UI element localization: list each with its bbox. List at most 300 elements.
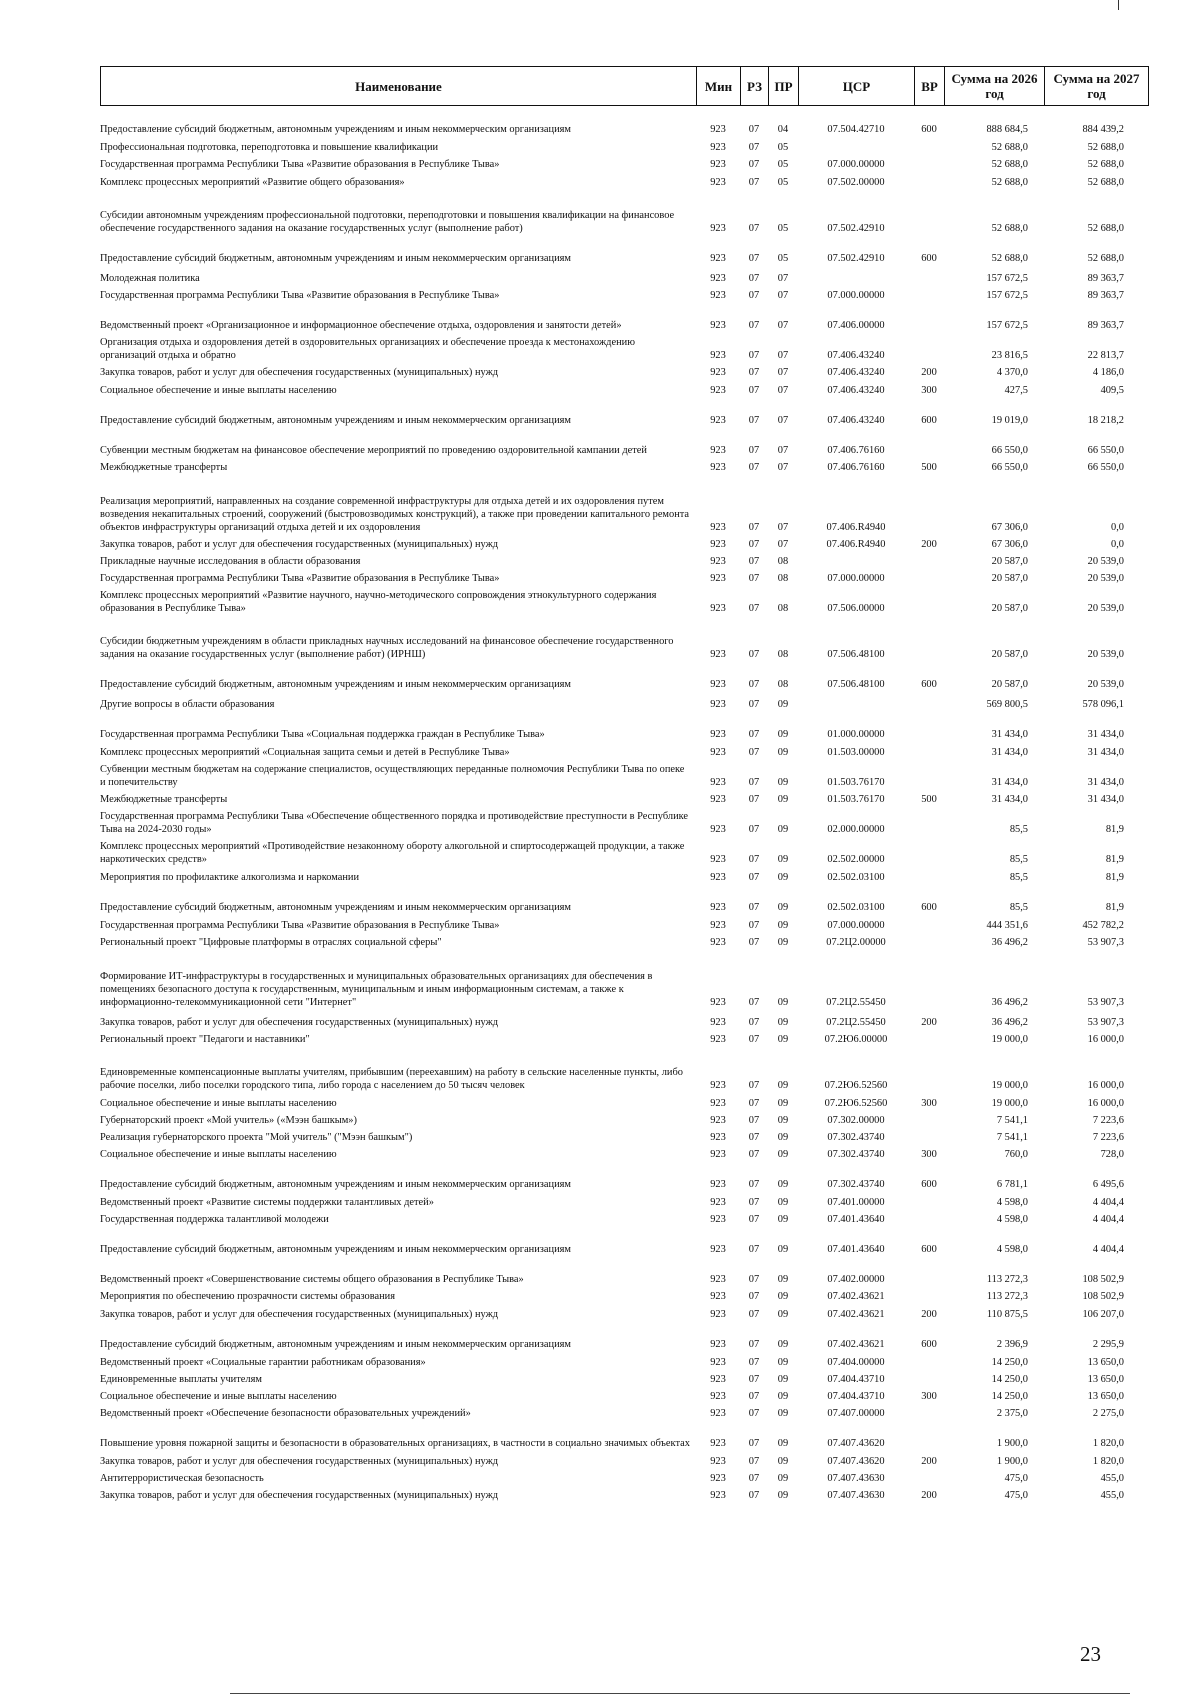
row-pr: 09 [777,1374,789,1385]
row-rz: 07 [748,1132,760,1143]
row-rz: 07 [748,573,760,584]
row-min: 923 [710,1438,726,1449]
row-name: Губернаторский проект «Мой учитель» («Мээн башкым») [100,1115,357,1126]
row-sum-2026: 110 875,5 [986,1309,1028,1320]
row-sum-2026: 4 598,0 [996,1197,1028,1208]
page-number: 23 [1080,1642,1101,1666]
edge-mark [1118,0,1119,10]
table-row [100,949,1148,1009]
row-sum-2026: 31 434,0 [991,729,1028,740]
row-csr: 07.401.43640 [827,1244,885,1255]
row-name: Комплекс процессных мероприятий «Развитие общего образования» [100,177,405,188]
row-sum-2027: 578 096,1 [1082,699,1124,710]
row-min: 923 [710,445,726,456]
row-pr: 09 [777,902,789,913]
row-csr: 07.2Ю6.52560 [824,1098,888,1109]
table-row [100,474,1148,534]
row-name: Социальное обеспечение и иные выплаты населению [100,1149,337,1160]
header-vr: ВР [915,67,945,106]
row-pr: 09 [777,1080,789,1091]
row-vr: 600 [921,902,937,913]
row-min: 923 [710,603,726,614]
row-sum-2026: 4 598,0 [996,1214,1028,1225]
row-sum-2027: 31 434,0 [1087,777,1124,788]
row-pr: 09 [777,1214,789,1225]
row-min: 923 [710,1149,726,1160]
row-sum-2027: 0,0 [1111,522,1124,533]
row-rz: 07 [748,385,760,396]
table-row [100,171,1148,189]
row-min: 923 [710,1244,726,1255]
row-pr: 05 [777,223,789,234]
row-rz: 07 [748,937,760,948]
row-vr: 600 [921,1179,937,1190]
row-min: 923 [710,320,726,331]
table-header [100,66,1149,106]
row-sum-2026: 85,5 [1009,902,1028,913]
row-name: Государственная программа Республики Тыва «Развитие образования в Республике Тыва» [100,290,500,301]
row-csr: 07.407.43620 [827,1438,885,1449]
row-sum-2026: 14 250,0 [991,1391,1028,1402]
row-name: Закупка товаров, работ и услуг для обеспечения государственных (муниципальных) нужд [100,1309,499,1320]
table-row [100,551,1148,568]
row-pr: 09 [777,729,789,740]
row-sum-2026: 444 351,6 [986,920,1028,931]
row-sum-2026: 6 781,1 [996,1179,1028,1190]
row-name: Предоставление субсидий бюджетным, автономным учреждениям и иным некоммерческим организациям [100,253,571,264]
row-name: Социальное обеспечение и иные выплаты населению [100,385,337,396]
table-row [100,1144,1148,1161]
row-csr: 07.404.43710 [827,1391,885,1402]
row-name: Профессиональная подготовка, переподготовка и повышение квалификации [100,142,439,153]
row-pr: 09 [777,854,789,865]
row-sum-2027: 81,9 [1105,854,1124,865]
row-min: 923 [710,350,726,361]
row-csr: 07.407.00000 [827,1408,885,1419]
row-csr: 07.2Ю6.52560 [824,1080,888,1091]
row-csr: 07.000.00000 [827,290,885,301]
row-min: 923 [710,556,726,567]
header-sum-2026: Сумма на 2026 год [945,67,1045,106]
table-row [100,932,1148,949]
row-min: 923 [710,290,726,301]
row-sum-2027: 455,0 [1100,1490,1124,1501]
row-sum-2027: 89 363,7 [1087,290,1124,301]
row-min: 923 [710,253,726,264]
row-csr: 07.406.76160 [827,445,885,456]
row-sum-2027: 53 907,3 [1087,937,1124,948]
row-rz: 07 [748,679,760,690]
row-csr: 01.000.00000 [827,729,885,740]
row-sum-2026: 19 019,0 [991,415,1028,426]
table-row [100,1226,1148,1256]
row-vr: 200 [921,539,937,550]
row-pr: 07 [777,367,789,378]
row-vr: 600 [921,1339,937,1350]
row-pr: 08 [777,556,789,567]
table-row [100,661,1148,691]
row-sum-2027: 52 688,0 [1087,253,1124,264]
row-csr: 07.302.43740 [827,1179,885,1190]
row-vr: 500 [921,794,937,805]
row-sum-2027: 2 275,0 [1092,1408,1124,1419]
row-csr: 01.503.76170 [827,794,885,805]
row-vr: 600 [921,679,937,690]
row-sum-2027: 4 404,4 [1092,1244,1124,1255]
row-sum-2027: 66 550,0 [1087,462,1124,473]
row-vr: 500 [921,462,937,473]
row-min: 923 [710,679,726,690]
table-row [100,427,1148,457]
row-pr: 09 [777,1357,789,1368]
table-row [100,1420,1148,1450]
row-rz: 07 [748,1098,760,1109]
row-name: Ведомственный проект «Обеспечение безопасности образовательных учреждений» [100,1408,471,1419]
row-sum-2026: 7 541,1 [996,1115,1028,1126]
row-sum-2027: 6 495,6 [1092,1179,1124,1190]
row-csr: 07.406.43240 [827,385,885,396]
row-sum-2026: 31 434,0 [991,794,1028,805]
row-sum-2026: 2 396,9 [996,1339,1028,1350]
table-row [100,189,1148,235]
row-sum-2027: 20 539,0 [1087,649,1124,660]
row-rz: 07 [748,350,760,361]
row-name: Государственная программа Республики Тыва «Развитие образования в Республике Тыва» [100,920,500,931]
row-sum-2027: 13 650,0 [1087,1391,1124,1402]
row-sum-2026: 427,5 [1004,385,1028,396]
row-vr: 200 [921,367,937,378]
row-min: 923 [710,1374,726,1385]
row-csr: 07.402.43621 [827,1339,885,1350]
row-rz: 07 [748,1017,760,1028]
row-pr: 07 [777,385,789,396]
row-sum-2027: 66 550,0 [1087,445,1124,456]
row-sum-2027: 81,9 [1105,872,1124,883]
row-pr: 07 [777,522,789,533]
row-rz: 07 [748,1274,760,1285]
row-vr: 300 [921,385,937,396]
table-row [100,1046,1148,1092]
table-row [100,741,1148,759]
row-sum-2027: 89 363,7 [1087,320,1124,331]
row-sum-2026: 157 672,5 [986,273,1028,284]
row-rz: 07 [748,649,760,660]
row-csr: 07.000.00000 [827,920,885,931]
row-csr: 07.402.43621 [827,1291,885,1302]
row-pr: 09 [777,824,789,835]
table-row [100,866,1148,884]
row-sum-2027: 31 434,0 [1087,747,1124,758]
row-sum-2027: 81,9 [1105,902,1124,913]
row-pr: 07 [777,445,789,456]
row-name: Предоставление субсидий бюджетным, автономным учреждениям и иным некоммерческим организациям [100,1244,571,1255]
row-rz: 07 [748,902,760,913]
row-rz: 07 [748,415,760,426]
row-name: Государственная программа Республики Тыва «Социальная поддержка граждан в Республике Тыва» [100,729,545,740]
table-row [100,585,1148,615]
row-name: Закупка товаров, работ и услуг для обеспечения государственных (муниципальных) нужд [100,539,499,550]
row-name: Государственная программа Республики Тыва «Развитие образования в Республике Тыва» [100,573,500,584]
table-row [100,1191,1148,1209]
row-csr: 07.404.00000 [827,1357,885,1368]
row-sum-2027: 1 820,0 [1092,1456,1124,1467]
row-sum-2027: 108 502,9 [1082,1291,1124,1302]
row-vr: 200 [921,1456,937,1467]
header-rz: РЗ [741,67,769,106]
row-sum-2027: 16 000,0 [1087,1034,1124,1045]
row-name: Закупка товаров, работ и услуг для обеспечения государственных (муниципальных) нужд [100,1017,499,1028]
row-vr: 300 [921,1149,937,1160]
table-row [100,1386,1148,1403]
row-name: Мероприятия по обеспечению прозрачности системы образования [100,1291,395,1302]
row-rz: 07 [748,824,760,835]
row-sum-2026: 4 370,0 [996,367,1028,378]
row-sum-2027: 13 650,0 [1087,1374,1124,1385]
row-csr: 07.402.00000 [827,1274,885,1285]
row-sum-2026: 888 684,5 [986,124,1028,135]
row-name: Межбюджетные трансферты [100,794,228,805]
row-pr: 09 [777,699,789,710]
row-pr: 09 [777,1197,789,1208]
row-name: Организация отдыха и оздоровления детей в оздоровительных организациях и обеспечение проезда к местонахождению организаций отдыха и обратно [100,337,635,361]
row-sum-2027: 52 688,0 [1087,223,1124,234]
table-row [100,789,1148,806]
row-sum-2026: 85,5 [1009,854,1028,865]
row-min: 923 [710,1179,726,1190]
row-sum-2026: 31 434,0 [991,777,1028,788]
row-csr: 07.407.43630 [827,1473,885,1484]
table-row [100,914,1148,932]
row-min: 923 [710,177,726,188]
row-vr: 300 [921,1391,937,1402]
row-name: Государственная программа Республики Тыва «Развитие образования в Республике Тыва» [100,159,500,170]
row-rz: 07 [748,290,760,301]
row-csr: 07.407.43620 [827,1456,885,1467]
row-csr: 07.406.R4940 [826,539,886,550]
row-name: Комплекс процессных мероприятий «Противодействие незаконному обороту алкогольной и спиртосодержащей продукции, а также наркотических средств» [100,841,685,865]
row-min: 923 [710,1456,726,1467]
row-sum-2026: 569 800,5 [986,699,1028,710]
row-sum-2026: 20 587,0 [991,573,1028,584]
row-pr: 09 [777,937,789,948]
row-csr: 07.2Ц2.00000 [826,937,886,948]
row-pr: 05 [777,142,789,153]
table-row [100,457,1148,474]
row-sum-2026: 36 496,2 [991,997,1028,1008]
row-min: 923 [710,367,726,378]
row-csr: 07.406.76160 [827,462,885,473]
row-sum-2026: 52 688,0 [991,223,1028,234]
row-rz: 07 [748,1339,760,1350]
row-min: 923 [710,937,726,948]
table-row [100,1009,1148,1029]
row-rz: 07 [748,1391,760,1402]
header-name: Наименование [101,67,697,106]
row-sum-2026: 52 688,0 [991,253,1028,264]
row-pr: 09 [777,1456,789,1467]
row-name: Государственная программа Республики Тыва «Обеспечение общественного порядка и противодействие преступности в Республике Тыва на 2024-2030 годы» [100,811,689,835]
row-min: 923 [710,385,726,396]
row-min: 923 [710,273,726,284]
row-min: 923 [710,747,726,758]
row-vr: 600 [921,1244,937,1255]
row-sum-2026: 475,0 [1004,1490,1028,1501]
row-pr: 09 [777,1179,789,1190]
row-min: 923 [710,159,726,170]
row-name: Закупка товаров, работ и услуг для обеспечения государственных (муниципальных) нужд [100,367,499,378]
row-csr: 01.503.00000 [827,747,885,758]
row-sum-2026: 66 550,0 [991,445,1028,456]
row-rz: 07 [748,273,760,284]
row-pr: 09 [777,920,789,931]
row-sum-2027: 4 404,4 [1092,1214,1124,1225]
row-rz: 07 [748,1034,760,1045]
table-row [100,136,1148,154]
row-csr: 07.402.43621 [827,1309,885,1320]
row-csr: 02.000.00000 [827,824,885,835]
header-min: Мин [697,67,741,106]
row-sum-2026: 66 550,0 [991,462,1028,473]
row-name: Комплекс процессных мероприятий «Развитие научного, научно-методического сопровождения этнокультурного содержания образования в Республике Тыва» [100,590,657,614]
row-pr: 09 [777,1473,789,1484]
row-pr: 05 [777,177,789,188]
row-sum-2026: 85,5 [1009,872,1028,883]
row-name: Мероприятия по профилактике алкоголизма и наркомании [100,872,360,883]
row-sum-2026: 19 000,0 [991,1080,1028,1091]
row-sum-2027: 53 907,3 [1087,1017,1124,1028]
row-pr: 09 [777,1034,789,1045]
row-rz: 07 [748,445,760,456]
table-row [100,1485,1148,1502]
row-sum-2026: 85,5 [1009,824,1028,835]
row-sum-2026: 760,0 [1004,1149,1028,1160]
row-name: Субвенции местным бюджетам на финансовое обеспечение мероприятий по проведению оздоровительной кампании детей [100,445,647,456]
row-csr: 07.406.43240 [827,350,885,361]
table-row [100,1303,1148,1321]
row-rz: 07 [748,854,760,865]
row-rz: 07 [748,1197,760,1208]
row-name: Комплекс процессных мероприятий «Социальная защита семьи и детей в Республике Тыва» [100,747,510,758]
row-vr: 200 [921,1309,937,1320]
row-sum-2027: 4 186,0 [1092,367,1124,378]
row-rz: 07 [748,603,760,614]
row-rz: 07 [748,997,760,1008]
row-rz: 07 [748,777,760,788]
bottom-scan-line [230,1693,1130,1694]
table-row [100,302,1148,332]
row-csr: 07.502.42910 [827,253,885,264]
row-name: Закупка товаров, работ и услуг для обеспечения государственных (муниципальных) нужд [100,1490,499,1501]
table-row [100,836,1148,866]
table-row [100,1351,1148,1369]
row-csr: 07.506.00000 [827,603,885,614]
row-sum-2027: 20 539,0 [1087,679,1124,690]
row-rz: 07 [748,794,760,805]
row-min: 923 [710,522,726,533]
row-pr: 09 [777,794,789,805]
row-rz: 07 [748,1309,760,1320]
row-rz: 07 [748,159,760,170]
row-pr: 08 [777,573,789,584]
row-pr: 09 [777,1115,789,1126]
row-rz: 07 [748,1214,760,1225]
header-csr: ЦСР [799,67,915,106]
row-sum-2027: 7 223,6 [1092,1115,1124,1126]
row-name: Прикладные научные исследования в области образования [100,556,361,567]
row-vr: 600 [921,415,937,426]
row-csr: 07.000.00000 [827,573,885,584]
table-body [100,106,1148,1502]
row-sum-2026: 31 434,0 [991,747,1028,758]
row-min: 923 [710,539,726,550]
row-rz: 07 [748,1244,760,1255]
table-row [100,1321,1148,1351]
row-sum-2027: 106 207,0 [1082,1309,1124,1320]
row-csr: 07.404.43710 [827,1374,885,1385]
row-sum-2026: 36 496,2 [991,1017,1028,1028]
row-rz: 07 [748,872,760,883]
row-vr: 200 [921,1490,937,1501]
row-rz: 07 [748,522,760,533]
row-pr: 09 [777,1149,789,1160]
row-min: 923 [710,124,726,135]
row-min: 923 [710,1291,726,1302]
row-min: 923 [710,1473,726,1484]
row-csr: 02.502.03100 [827,902,885,913]
row-csr: 07.406.43240 [827,415,885,426]
row-sum-2026: 1 900,0 [996,1438,1028,1449]
row-sum-2026: 52 688,0 [991,177,1028,188]
row-name: Ведомственный проект «Развитие системы поддержки талантливых детей» [100,1197,434,1208]
table-row [100,332,1148,362]
row-rz: 07 [748,1357,760,1368]
row-sum-2026: 4 598,0 [996,1244,1028,1255]
row-min: 923 [710,223,726,234]
row-pr: 09 [777,1274,789,1285]
row-rz: 07 [748,1291,760,1302]
row-name: Повышение уровня пожарной защиты и безопасности в образовательных организациях, в частности в социально значимых объектах [100,1438,690,1449]
table-row [100,397,1148,427]
row-sum-2027: 455,0 [1100,1473,1124,1484]
table-row [100,806,1148,836]
row-csr: 07.302.00000 [827,1115,885,1126]
budget-table [100,66,1148,1502]
table-row [100,1092,1148,1110]
row-csr: 07.506.48100 [827,679,885,690]
row-pr: 09 [777,1438,789,1449]
row-sum-2026: 20 587,0 [991,649,1028,660]
row-rz: 07 [748,747,760,758]
row-min: 923 [710,1408,726,1419]
row-sum-2026: 20 587,0 [991,603,1028,614]
row-rz: 07 [748,223,760,234]
table-row [100,154,1148,171]
row-min: 923 [710,997,726,1008]
row-sum-2027: 31 434,0 [1087,729,1124,740]
row-csr: 07.406.00000 [827,320,885,331]
table-row [100,265,1148,285]
row-csr: 07.406.R4940 [826,522,886,533]
row-min: 923 [710,1080,726,1091]
row-name: Региональный проект "Педагоги и наставники" [100,1034,310,1045]
row-min: 923 [710,415,726,426]
row-pr: 04 [777,124,789,135]
row-pr: 09 [777,747,789,758]
row-pr: 09 [777,1291,789,1302]
row-csr: 02.502.00000 [827,854,885,865]
row-csr: 07.401.00000 [827,1197,885,1208]
row-pr: 09 [777,777,789,788]
